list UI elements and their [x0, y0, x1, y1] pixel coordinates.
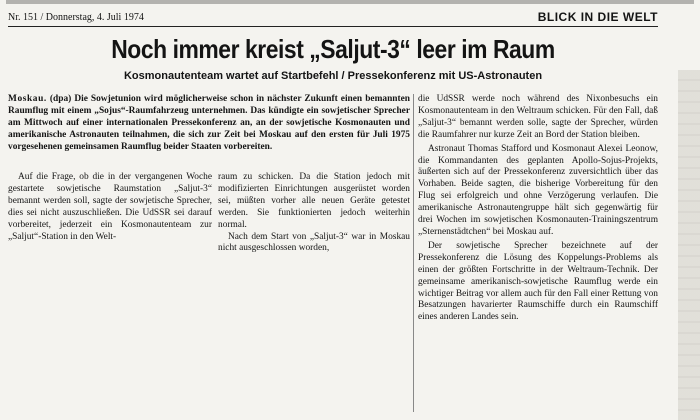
issue-line: Nr. 151 / Donnerstag, 4. Juli 1974 — [8, 12, 144, 23]
column-3-paragraph-2: Astronaut Thomas Stafford und Kosmonaut Alexei Leonow, die Kommandanten des geplanten Apollo-Sojus-Projekts, äußerten sich auf der Pressekonferenz zuversichtlich über das Vorhaben. Beide sagten, die bisherige Vorbereitung für den Flug sei erfolgreich und ohne Verzögerung verlaufen. Die amerikanische Astronautengruppe hält sich gegenwärtig für drei Wochen im sowjetischen Kosmonauten-Trainingszentrum „Sternenstädtchen“ bei Moskau auf. — [418, 143, 658, 237]
column-3-paragraph-1: die UdSSR werde noch während des Nixonbesuchs ein Kosmonautenteam in den Weltraum schicken. Für den Fall, daß „Saljut-3“ bemannt werden solle, sagte der Sprecher, würden die Raumfahrer nur kurze Zeit an Bord der Station bleiben. — [418, 94, 658, 140]
article-column-2 — [218, 172, 410, 255]
headline: Noch immer kreist „Saljut-3“ leer im Raum — [111, 34, 555, 64]
subheadline: Kosmonautenteam wartet auf Startbefehl / Pressekonferenz mit US-Astronauten — [123, 70, 543, 82]
adjacent-column-bleed — [678, 70, 700, 420]
lead-paragraph — [8, 94, 410, 154]
column-2-paragraph-1: raum zu schicken. Da die Station jedoch mit modifizierten Einrichtungen ausgerüstet worden sei, müßten vorher alle neuen Geräte getestet werden. Sie funktionierten jedoch weiterhin normal. — [218, 172, 410, 230]
dateline: Moskau. — [8, 94, 47, 104]
column-3-paragraph-3: Der sowjetische Sprecher bezeichnete auf der Pressekonferenz die Lösung des Koppelungs-Problems als einen der größten Fortschritte in der Weltraum-Technik. Der gemeinsame amerikanisch-sowjetische Raumflug werde ein wichtiger Beitrag vor allem auch für den Fall einer Rettung von Besatzungen havarierter Raumschiffe durch ein Raumschiff eines anderen Landes sein. — [418, 240, 658, 323]
lead-text: (dpa) Die Sowjetunion wird möglicherweise schon in nächster Zukunft einen bemannten Raumflug mit einem „Sojus“-Raumfahrzeug unternehmen. Das kündigte ein sowjetischer Sprecher am Mittwoch auf einer internationalen Pressekonferenz an, an der sowjetische Kosmonauten und amerikanische Astronauten teilnahmen, die sich zur Zeit bei Moskau auf den ersten für Juli 1975 vorgesehenen gemeinsamen Raumflug beider Staaten vorbereiten. — [8, 94, 410, 152]
header-rule — [8, 26, 658, 27]
column-2-paragraph-2: Nach dem Start von „Saljut-3“ war in Moskau nicht ausgeschlossen worden, — [218, 231, 410, 254]
scan-edge — [6, 0, 694, 4]
column-1-paragraph: Auf die Frage, ob die in der vergangenen Woche gestartete sowjetische Raumstation „Saljut-3“ bemannt werden soll, sagte der sowjetische Sprecher, dies sei nicht auszuschließen. Die UdSSR sei darauf vorbereitet, jederzeit ein Kosmonautenteam zur „Saljut“-Station in den Welt- — [8, 172, 212, 242]
column-divider — [413, 94, 414, 412]
article-column-1 — [8, 172, 212, 243]
section-title: BLICK IN DIE WELT — [537, 10, 658, 24]
article-column-3 — [418, 94, 658, 324]
